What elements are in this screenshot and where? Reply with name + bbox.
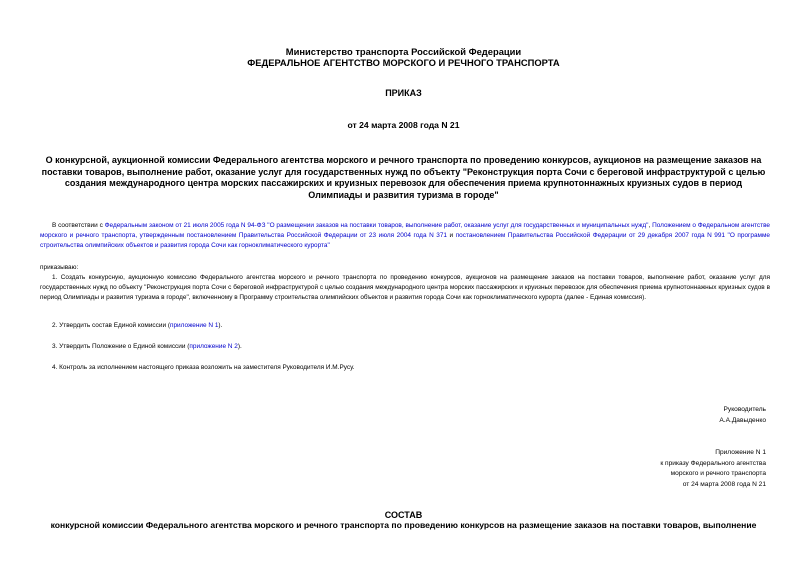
order-word: приказываю: xyxy=(40,264,79,271)
item-3-text: ). xyxy=(237,343,242,350)
item-2-text: ). xyxy=(218,322,223,329)
appendix-2-link[interactable]: приложение N 2 xyxy=(189,343,238,350)
item-1 xyxy=(40,273,770,302)
agency-regulation-link[interactable]: Положением о Федеральном агентстве морского и речного транспорта, утвержденным постановлением Правительства Российской Федерации от 23 июля 2004 года N 371 xyxy=(40,222,770,239)
item-4 xyxy=(40,363,770,373)
preamble-paragraph xyxy=(40,221,770,250)
appendix-line: морского и речного транспорта xyxy=(670,470,766,478)
agency-name: ФЕДЕРАЛЬНОЕ АГЕНТСТВО МОРСКОГО И РЕЧНОГО ТРАНСПОРТА xyxy=(247,57,560,68)
item-2 xyxy=(40,321,770,331)
order-title: ПРИКАЗ xyxy=(385,88,422,98)
order-subject: О конкурсной, аукционной комиссии Федерального агентства морского и речного транспорта по проведению конкурсов, аукционов на размещение заказов на поставки товаров, выполнение работ, оказание услуг для государственных нужд по объекту "Реконструкция порта Сочи с береговой инфраструктурой с целью создания международного центра морских пассажирских и круизных перевозок для обеспечения приема крупнотоннажных круизных судов в период Олимпиады и развития туризма в городе" xyxy=(41,155,766,200)
ministry-name: Министерство транспорта Российской Федерации xyxy=(285,46,522,57)
appendix-line: Приложение N 1 xyxy=(715,449,766,456)
item-3-text: 3. Утвердить Положение о Единой комиссии ( xyxy=(52,343,190,350)
signature-name: А.А.Давыденко xyxy=(719,416,766,424)
item-3 xyxy=(40,342,770,352)
item-2-text: 2. Утвердить состав Единой комиссии ( xyxy=(52,322,170,329)
composition-subtitle: конкурсной комиссии Федерального агентства морского и речного транспорта по проведению конкурсов на размещение заказов на поставки товаров, выполнение xyxy=(50,520,757,530)
item-4-text: 4. Контроль за исполнением настоящего приказа возложить на заместителя Руководителя И.М.Русу. xyxy=(52,364,355,371)
federal-law-link[interactable]: Федеральным законом от 21 июля 2005 года N 94-ФЗ "О размещении заказов на поставки товаров, выполнение работ, оказание услуг для государственных и муниципальных нужд" xyxy=(104,222,649,229)
government-resolution-link[interactable]: постановлением Правительства Российской Федерации от 29 декабря 2007 года N 991 "О программе строительства олимпийских объектов и развития города Сочи как горноклиматического курорта" xyxy=(40,231,770,249)
appendix-header xyxy=(660,448,766,490)
signature-block xyxy=(719,405,766,426)
appendix-line: к приказу Федерального агентства xyxy=(660,459,766,467)
appendix-line: от 24 марта 2008 года N 21 xyxy=(682,480,766,488)
preamble-text: , xyxy=(648,222,653,229)
item-1-text: 1. Создать конкурсную, аукционную комиссию Федерального агентства морского и речного транспорта по проведению конкурсов, аукционов на размещение заказов на поставки товаров, выполнение работ, оказание услуг для государственных нужд по объекту "Реконструкция порта Сочи с береговой инфраструктурой с целью создания международного центра морских пассажирских и круизных перевозок для обеспечения приема крупнотоннажных круизных судов в период Олимпиады и развития туризма в городе", включенному в Программу строительства олимпийских объектов и развития города Сочи как горноклиматического курорта (далее - Единая комиссия). xyxy=(40,274,770,301)
preamble-text: В соответствии с xyxy=(52,222,105,229)
signature-position: Руководитель xyxy=(723,406,766,413)
preamble-text: и xyxy=(447,231,456,239)
appendix-1-link[interactable]: приложение N 1 xyxy=(169,322,219,329)
order-date: от 24 марта 2008 года N 21 xyxy=(347,120,460,130)
composition-title: СОСТАВ xyxy=(384,510,423,520)
